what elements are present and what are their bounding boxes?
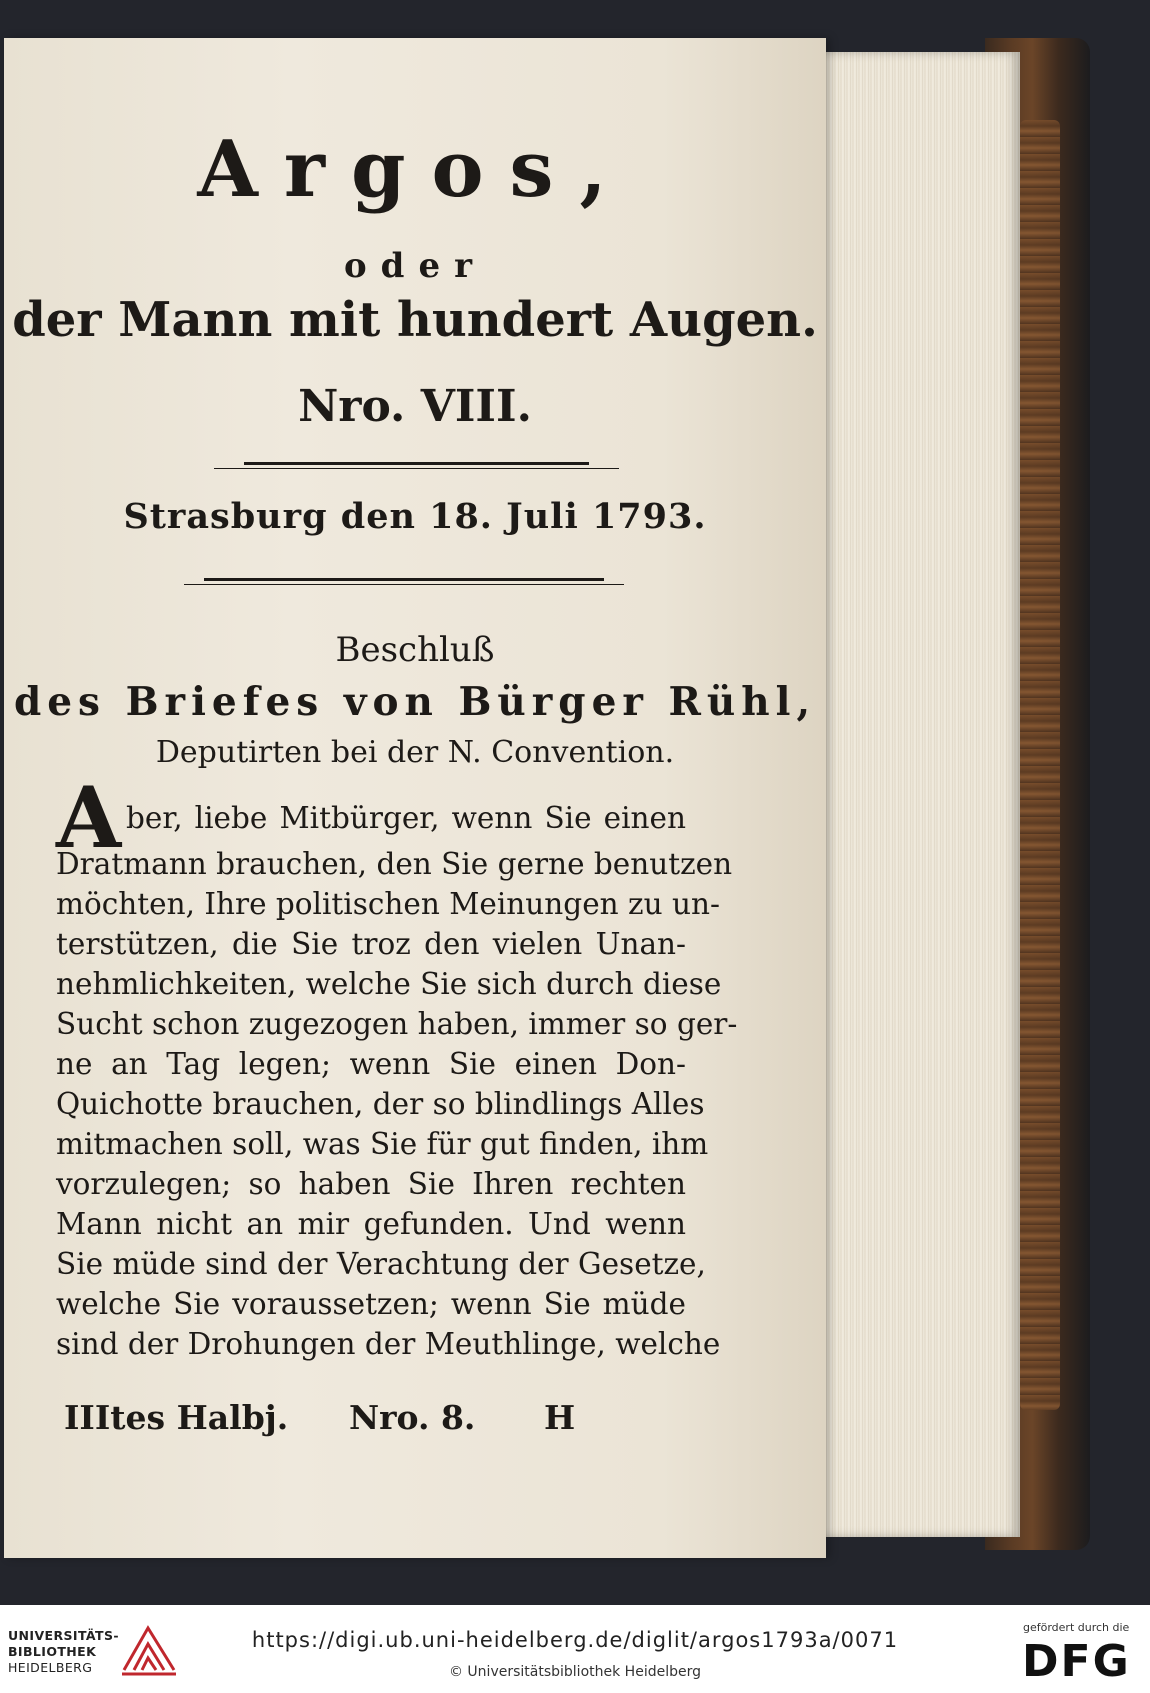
body-line: Mann nicht an mir gefunden. Und wenn [56,1207,686,1241]
body-line: Sie müde sind der Verachtung der Gesetze, [56,1247,706,1281]
body-line: terstützen, die Sie troz den vielen Unan- [56,927,686,961]
divider-rule-thin [214,468,619,469]
footer-signature: IIItes Halbj. [64,1398,289,1437]
divider-rule-thin [184,584,624,585]
body-line: welche Sie voraussetzen; wenn Sie müde [56,1287,686,1321]
copyright-notice: © Universitätsbibliothek Heidelberg [448,1664,701,1680]
divider-rule [244,462,589,465]
body-line: sind der Drohungen der Meuthlinge, welche [56,1327,721,1361]
periodical-subtitle: der Mann mit hundert Augen. [12,292,818,348]
book-cover-texture [1020,120,1060,1410]
footer-number: Nro. 8. [349,1398,476,1437]
logo-text-line: HEIDELBERG [8,1660,93,1675]
footer-sheet-mark: H [544,1398,576,1437]
body-line: mitmachen soll, was Sie für gut finden, ihm [56,1127,709,1161]
body-line: möchten, Ihre politischen Meinungen zu un- [56,887,720,921]
body-line: ber, liebe Mitbürger, wenn Sie einen [126,801,686,835]
section-heading: Beschluß [335,630,495,670]
logo-text-line: BIBLIOTHEK [8,1644,97,1659]
dateline: Strasburg den 18. Juli 1793. [123,496,707,537]
issue-number: Nro. VIII. [298,381,532,432]
body-line: Dratmann brauchen, den Sie gerne benutzen [56,847,733,881]
periodical-title: Argos, [197,124,633,215]
book-page [4,38,826,1558]
logo-text-line: UNIVERSITÄTS- [8,1628,119,1643]
dfg-logo[interactable]: DFG [1022,1636,1131,1687]
page-stack-edge [815,52,1020,1537]
body-line: Quichotte brauchen, der so blindlings Alles [56,1087,705,1121]
body-line: nehmlichkeiten, welche Sie sich durch diese [56,967,722,1001]
divider-rule [204,578,604,581]
permalink-url[interactable]: https://digi.ub.uni-heidelberg.de/diglit/argos1793a/0071 [251,1628,899,1652]
drop-cap: A [56,768,122,867]
title-connector: oder [344,246,486,286]
body-line: ne an Tag legen; wenn Sie einen Don- [56,1047,686,1081]
body-line: vorzulegen; so haben Sie Ihren rechten [56,1167,686,1201]
section-heading-main: des Briefes von Bürger Rühl, [13,679,817,725]
body-line: Sucht schon zugezogen haben, immer so ger- [56,1007,738,1041]
funding-note: gefördert durch die [1023,1621,1130,1634]
section-heading-sub: Deputirten bei der N. Convention. [155,735,675,770]
